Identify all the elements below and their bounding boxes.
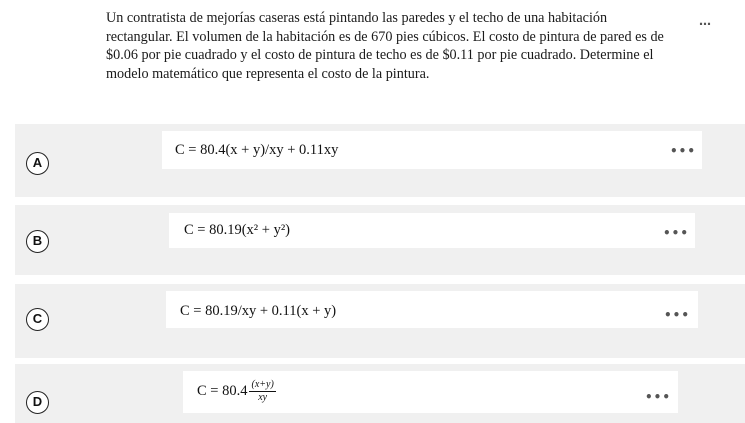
option-c[interactable] (15, 284, 745, 358)
more-options-icon[interactable]: ••• (670, 144, 697, 158)
fraction-denominator: xy (258, 392, 268, 403)
more-options-icon[interactable]: ••• (645, 390, 672, 404)
more-options-icon[interactable]: ••• (664, 308, 691, 322)
option-b[interactable] (15, 205, 745, 275)
question-text (106, 9, 718, 83)
option-c-card[interactable] (166, 291, 698, 328)
question-more-icon[interactable]: ⋯ (699, 17, 712, 31)
option-letter-c[interactable]: C (26, 308, 49, 331)
option-a-card[interactable] (162, 131, 702, 169)
more-options-icon[interactable]: ••• (663, 226, 690, 240)
question-line: rectangular. El volumen de la habitación es de 670 pies cúbicos. El costo de pintura de pared es de (106, 28, 664, 45)
option-d[interactable] (15, 364, 745, 423)
fraction (249, 379, 275, 404)
question-line: $0.06 por pie cuadrado y el costo de pintura de techo es de $0.11 por pie cuadrado. Determine el (106, 47, 654, 63)
option-d-formula (197, 379, 276, 404)
option-letter-d[interactable]: D (26, 391, 49, 414)
question-line: Un contratista de mejorías caseras está pintando las paredes y el techo de una habitación (106, 10, 608, 26)
option-letter-a[interactable]: A (26, 152, 49, 175)
fraction-numerator: (x+y) (251, 379, 274, 390)
option-d-card[interactable] (183, 371, 678, 413)
option-d-formula-prefix: C = 80.4 (197, 382, 248, 399)
option-c-formula: C = 80.19/xy + 0.11(x + y) (180, 303, 337, 319)
option-b-card[interactable] (169, 213, 695, 248)
option-a-formula: C = 80.4(x + y)/xy + 0.11xy (175, 142, 339, 158)
question-line: modelo matemático que representa el costo de la pintura. (106, 65, 430, 82)
option-a[interactable] (15, 124, 745, 197)
option-letter-b[interactable]: B (26, 230, 49, 253)
option-b-formula: C = 80.19(x² + y²) (184, 222, 291, 238)
